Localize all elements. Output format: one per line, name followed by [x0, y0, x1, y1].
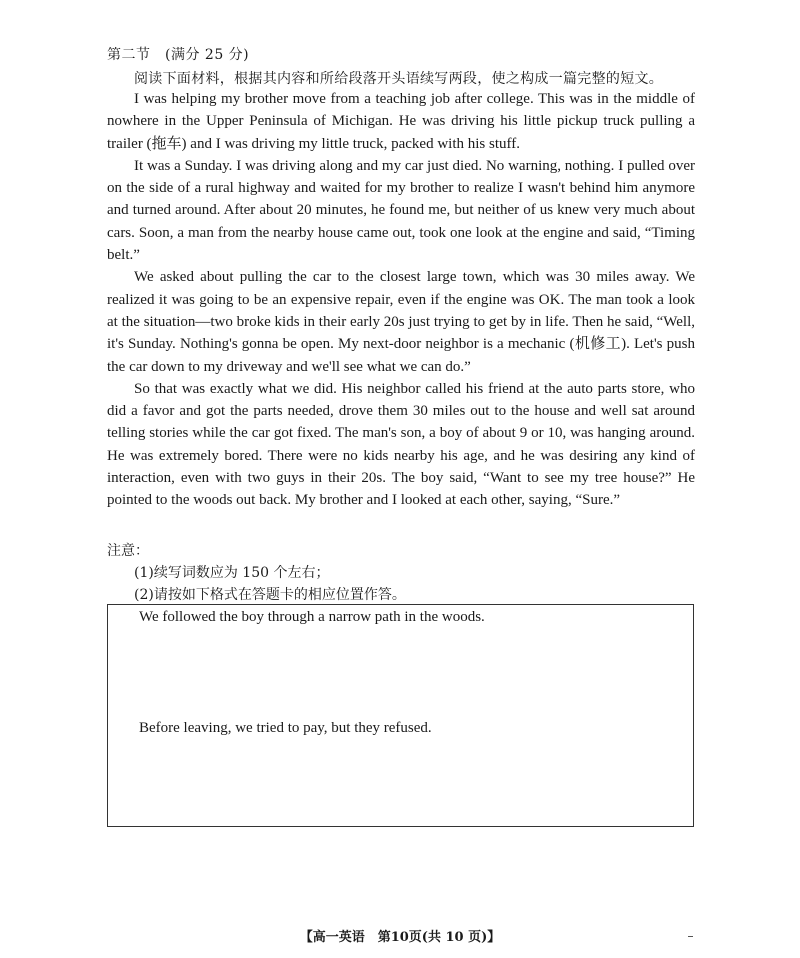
- task-instruction: 阅读下面材料，根据其内容和所给段落开头语续写两段，使之构成一篇完整的短文。: [134, 71, 664, 87]
- footer-mark: [688, 936, 693, 937]
- passage-paragraph: I was helping my brother move from a teaching job after college. This was in the middle of nowhere in the Upper Peninsula of Michigan. He was driving his little pickup truck pulling a trailer (拖车) and I was driving my little truck, packed with his stuff.: [107, 91, 695, 152]
- section-title: 第二节 (满分 25 分): [107, 47, 250, 63]
- page-footer: 【高一英语 第10页(共 10 页)】: [299, 930, 501, 945]
- reading-passage: [107, 88, 695, 512]
- passage-paragraph: So that was exactly what we did. His neighbor called his friend at the auto parts store, who did a favor and got the parts needed, drove them 30 miles out to the house and well sat around telling stories while the car got fixed. The man's son, a boy of about 9 or 10, was hanging around. He was extremely bored. There were no kids nearby his age, and he was desiring any kind of interaction, even with two guys in their 20s. The boy said, “Want to see my tree house?” He pointed to the woods out back. My brother and I looked at each other, saying, “Sure.”: [107, 380, 695, 509]
- paragraph1-opening: We followed the boy through a narrow path in the woods.: [139, 609, 485, 625]
- passage-paragraph: It was a Sunday. I was driving along and my car just died. No warning, nothing. I pulled over on the side of a rural highway and waited for my brother to realize I wasn't behind him anymore and turned around. After about 20 minutes, he found me, but neither of us knew very much about cars. Soon, a man from the nearby house came out, took one look at the engine and said, “Timing belt.”: [107, 157, 695, 264]
- paragraph2-opening: Before leaving, we tried to pay, but they refused.: [139, 720, 432, 736]
- answer-box[interactable]: [107, 604, 694, 827]
- note-item: (2)请按如下格式在答题卡的相应位置作答。: [134, 587, 406, 603]
- note-item: (1)续写词数应为 150 个左右；: [134, 565, 330, 581]
- notes-section: [107, 540, 406, 606]
- notes-heading: 注意：: [107, 543, 149, 559]
- passage-paragraph: We asked about pulling the car to the closest large town, which was 30 miles away. We realized it was going to be an expensive repair, even if the engine was OK. The man took a look at the situation—two broke kids in their early 20s just trying to get by in life. Then he said, “Well, it's Sunday. Nothing's gonna be open. My next-door neighbor is a mechanic (机修工). Let's push the car down to my driveway and we'll see what we can do.”: [107, 269, 695, 375]
